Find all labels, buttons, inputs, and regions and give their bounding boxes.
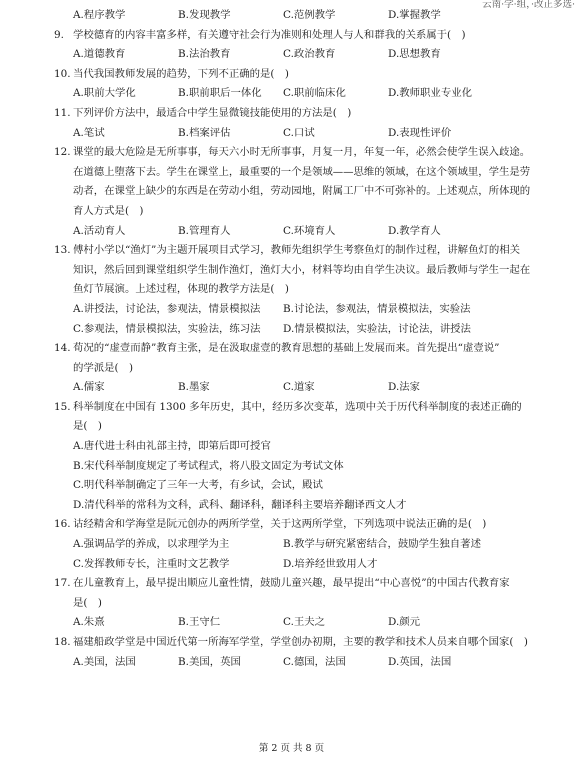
answer-option: D.教师职业专业化 <box>388 87 472 100</box>
options-row <box>54 613 554 633</box>
question-text: 学校德育的内容丰富多样，有关遵守社会行为准则和处理人与人和群我的关系属于( ) <box>73 28 466 41</box>
options-row <box>54 84 554 104</box>
question-text: 荀况的“虚壹而静”教育主张，是在汲取虚壹的教育思想的基础上发展而来。首先提出“虚壹说” <box>73 342 500 355</box>
page-header-fragment: 云南·学·组，·改正多选· <box>482 0 575 10</box>
answer-option: D.颜元 <box>388 616 421 629</box>
question-list <box>54 6 554 672</box>
question-line <box>54 398 554 418</box>
question-text-continued: 动者，在课堂上缺少的东西是在劳动小组，劳动园地，附属工厂中不可弥补的。上述观点，所体现的 <box>73 185 531 198</box>
answer-option: C.范例教学 <box>283 9 336 21</box>
question-text: 课堂的最大危险是无所事事，每天六小时无所事事，月复一月，年复一年，必然会使学生误入歧途。 <box>73 146 531 159</box>
question-line <box>54 339 554 359</box>
answer-option: C.发挥教师专长，注重时文艺教学 <box>73 557 230 570</box>
answer-option: B.墨家 <box>178 381 210 394</box>
question-line <box>54 574 554 594</box>
question-number: 13. <box>54 244 71 257</box>
question-line <box>54 65 554 85</box>
question-line <box>54 143 554 163</box>
question-text: 下列评价方法中，最适合中学生显微镜技能使用的方法是( ) <box>73 106 352 119</box>
answer-option: C.参观法，情景模拟法，实验法，练习法 <box>73 322 261 335</box>
question-number: 12. <box>54 146 71 159</box>
question-number: 16. <box>54 518 71 531</box>
options-row <box>54 653 554 673</box>
question-text-continued: 是( ) <box>73 596 102 609</box>
answer-option: C.明代科举制确定了三年一大考，有乡试，会试，殿试 <box>73 479 323 492</box>
answer-option: A.儒家 <box>73 381 105 394</box>
answer-option: C.环境育人 <box>283 224 336 237</box>
question-text-continued: 知识，然后回到课堂组织学生制作渔灯，渔灯大小，材料等均由自学生决议。最后教师与学生一起在 <box>73 263 531 276</box>
answer-option: A.笔试 <box>73 126 105 139</box>
question-number: 9. <box>54 28 64 41</box>
question-line <box>54 26 554 46</box>
question-text-continued: 是( ) <box>73 420 102 433</box>
answer-option: C.职前临床化 <box>283 87 346 100</box>
answer-option: D.掌握教学 <box>388 9 441 21</box>
answer-option: D.清代科举的常科为文科，武科、翻译科，翻译科主要培养翻译西文人才 <box>73 498 407 511</box>
question-text-continued: 的学派是( ) <box>73 361 134 374</box>
answer-option: D.培养经世致用人才 <box>283 557 378 570</box>
question-number: 14. <box>54 342 71 355</box>
answer-option: C.道家 <box>283 381 315 394</box>
answer-option: D.思想教育 <box>388 48 441 61</box>
answer-option: B.管理育人 <box>178 224 231 237</box>
options-row <box>54 378 554 398</box>
question-text-continued: 育人方式是( ) <box>73 204 144 217</box>
question-text-continued: 鱼灯节展演。上述过程，体现的教学方法是( ) <box>73 283 289 296</box>
question-line <box>54 241 554 261</box>
question-number: 15. <box>54 400 71 413</box>
answer-option: B.档案评估 <box>178 126 231 139</box>
question-number: 10. <box>54 67 71 80</box>
question-line <box>54 515 554 535</box>
question-line <box>54 633 554 653</box>
answer-option: A.美国，法国 <box>73 655 136 668</box>
question-text: 当代我国教师发展的趋势，下列不正确的是( ) <box>73 67 289 80</box>
question-line <box>54 104 554 124</box>
answer-option: C.政治教育 <box>283 48 336 61</box>
question-text: 福建船政学堂是中国近代第一所海军学堂，学堂创办初期，主要的教学和技术人员来自哪个国家( ) <box>73 636 528 648</box>
answer-option: A.讲授法，讨论法，参观法，情景模拟法 <box>73 302 261 315</box>
answer-option: B.美国，英国 <box>178 655 241 668</box>
answer-option: A.强调品学的养成，以求理学为主 <box>73 538 230 551</box>
answer-option: A.程序教学 <box>73 9 126 21</box>
answer-option: D.表现性评价 <box>388 126 452 139</box>
answer-option: A.唐代进士科由礼部主持，即第后即可授官 <box>73 440 271 453</box>
answer-option: A.朱熹 <box>73 616 105 629</box>
options-row <box>54 535 554 555</box>
page-footer: 第 2 页 共 8 页 <box>258 743 325 754</box>
answer-option: C.王夫之 <box>283 616 326 629</box>
answer-option: C.德国，法国 <box>283 655 346 668</box>
answer-option: B.宋代科举制度规定了考试程式，将八股文固定为考试文体 <box>73 459 344 472</box>
answer-option: A.道德教育 <box>73 48 126 61</box>
answer-option: D.法家 <box>388 381 421 394</box>
answer-option: B.发现教学 <box>178 9 231 21</box>
options-row <box>54 124 554 144</box>
question-text: 诂经精舍和学海堂是阮元创办的两所学堂，关于这两所学堂，下列选项中说法正确的是( ) <box>73 518 487 531</box>
options-row <box>54 555 554 575</box>
question-number: 18. <box>54 636 71 648</box>
answer-option: D.英国，法国 <box>388 655 452 668</box>
options-row <box>54 320 554 340</box>
answer-option: B.王守仁 <box>178 616 221 629</box>
answer-option: B.法治教育 <box>178 48 231 61</box>
options-row <box>54 45 554 65</box>
question-number: 17. <box>54 577 71 590</box>
question-text: 傅村小学以“渔灯”为主题开展项目式学习，教师先组织学生考察鱼灯的制作过程，讲解鱼灯的相关 <box>73 244 521 257</box>
answer-option: A.活动育人 <box>73 224 126 237</box>
question-text: 科举制度在中国有 1300 多年历史，其中，经历多次变革，选项中关于历代科举制度的表述正确的 <box>73 400 522 413</box>
answer-option: D.情景模拟法，实验法，讨论法，讲授法 <box>283 322 471 335</box>
question-number: 11. <box>54 106 71 119</box>
answer-option: B.讨论法，参观法，情景模拟法，实验法 <box>283 302 471 315</box>
options-row <box>54 222 554 242</box>
question-text-continued: 在道德上堕落下去。学生在课堂上，最重要的一个是领域——思维的领域，在这个领域里，学生是劳 <box>73 165 531 178</box>
answer-option: D.教学育人 <box>388 224 441 237</box>
answer-option: B.职前职后一体化 <box>178 87 262 100</box>
question-text: 在儿童教育上，最早提出顺应儿童性情，鼓励儿童兴趣，最早提出“中心喜悦”的中国古代教育家 <box>73 577 510 590</box>
options-row <box>54 300 554 320</box>
options-row <box>54 6 554 26</box>
answer-option: B.教学与研究紧密结合，鼓励学生独自著述 <box>283 538 481 551</box>
answer-option: C.口试 <box>283 126 315 139</box>
answer-option: A.职前大学化 <box>73 87 136 100</box>
